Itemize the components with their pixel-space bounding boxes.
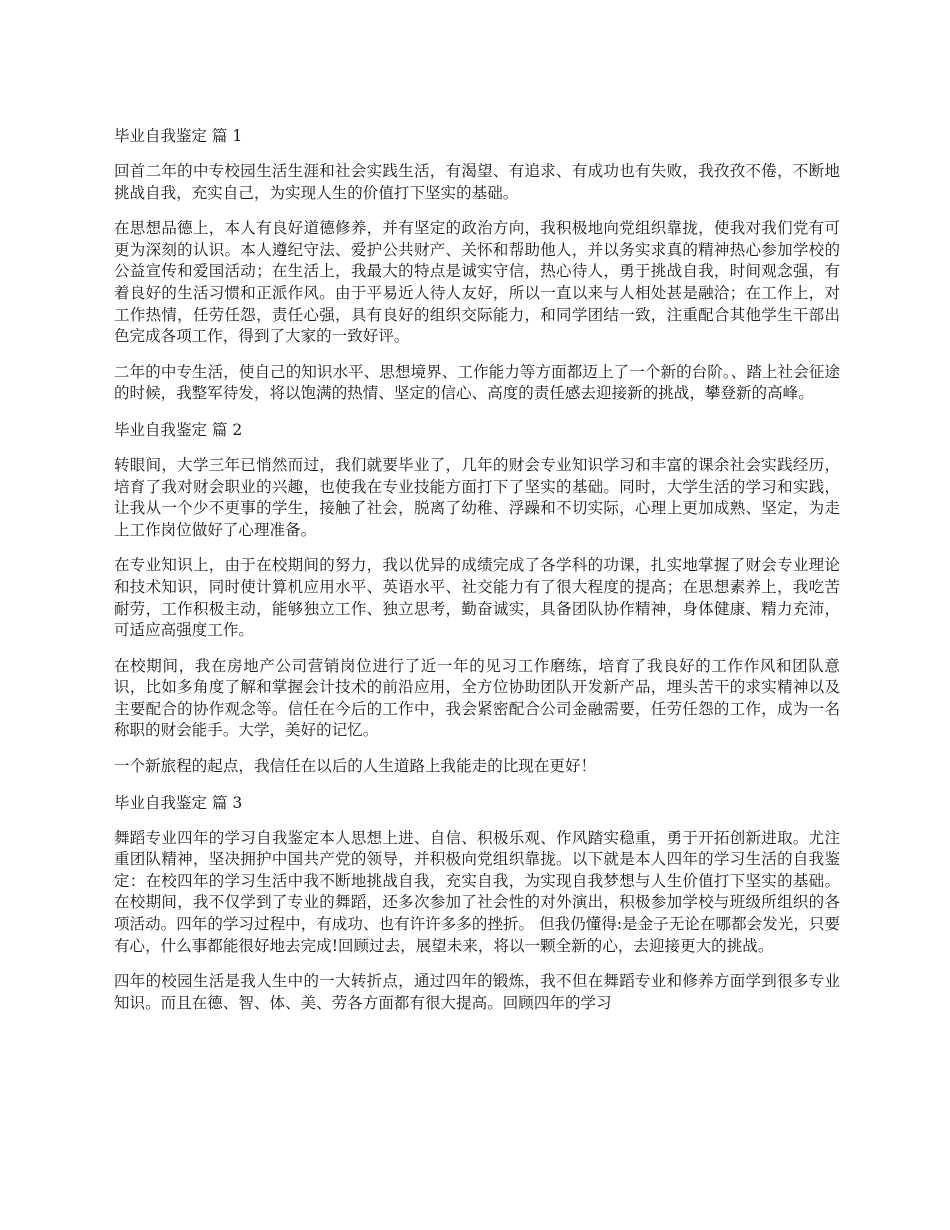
section-1 [114, 125, 840, 405]
paragraph: 舞蹈专业四年的学习自我鉴定本人思想上进、自信、积极乐观、作风踏实稳重，勇于开拓创新进取。尤注重团队精神，坚决拥护中国共产党的领导，并积极向党组织靠拢。以下就是本人四年的学习生活的自我鉴定：在校四年的学习生活中我不断地挑战自我，充实自我，为实现自我梦想与人生价值打下坚实的基础。在校期间，我不仅学到了专业的舞蹈，还多次参加了社会性的对外演出，积极参加学校与班级所组织的各项活动。四年的学习过程中，有成功、也有许许多多的挫折。 但我仍懂得:是金子无论在哪都会发光，只要有心，什么事都能很好地去完成!回顾过去，展望未来，将以一颗全新的心，去迎接更大的挑战。 [114, 828, 840, 955]
document-page [114, 125, 840, 1028]
paragraph: 回首二年的中专校园生活生涯和社会实践生活，有渴望、有追求、有成功也有失败，我孜孜不倦，不断地挑战自我，充实自己，为实现人生的价值打下坚实的基础。 [114, 162, 840, 202]
paragraph: 在校期间，我在房地产公司营销岗位进行了近一年的见习工作磨练，培育了我良好的工作作风和团队意识，比如多角度了解和掌握会计技术的前沿应用，全方位协助团队开发新产品，埋头苦干的求实精神以及主要配合的协作观念等。信任在今后的工作中，我会紧密配合公司金融需要，任劳任怨的工作，成为一名称职的财会能手。大学，美好的记忆。 [114, 656, 840, 740]
section-3 [114, 792, 840, 1015]
section-heading: 毕业自我鉴定 篇 3 [114, 793, 243, 812]
paragraph: 在思想品德上，本人有良好道德修养，并有坚定的政治方向，我积极地向党组织靠拢，使我对我们党有可更为深刻的认识。本人遵纪守法、爱护公共财产、关怀和帮助他人，并以务实求真的精神热心参加学校的公益宣传和爱国活动；在生活上，我最大的特点是诚实守信，热心待人，勇于挑战自我，时间观念强，有着良好的生活习惯和正派作风。由于平易近人待人友好，所以一直以来与人相处甚是融洽；在工作上，对工作热情，任劳任怨，责任心强，具有良好的组织交际能力，和同学团结一致，注重配合其他学生干部出色完成各项工作，得到了大家的一致好评。 [114, 219, 840, 346]
paragraph: 四年的校园生活是我人生中的一大转折点，通过四年的锻炼，我不但在舞蹈专业和修养方面学到很多专业知识。而且在德、智、体、美、劳各方面都有很大提高。回顾四年的学习 [114, 972, 840, 1012]
section-2 [114, 419, 840, 778]
paragraph: 转眼间，大学三年已悄然而过，我们就要毕业了，几年的财会专业知识学习和丰富的课余社会实践经历，培育了我对财会职业的兴趣，也使我在专业技能方面打下了坚实的基础。同时，大学生活的学习和实践，让我从一个少不更事的学生，接触了社会，脱离了幼稚、浮躁和不切实际，心理上更加成熟、坚定，为走上工作岗位做好了心理准备。 [114, 455, 840, 539]
paragraph: 在专业知识上，由于在校期间的努力，我以优异的成绩完成了各学科的功课，扎实地掌握了财会专业理论和技术知识，同时使计算机应用水平、英语水平、社交能力有了很大程度的提高；在思想素养上，我吃苦耐劳，工作积极主动，能够独立工作、独立思考，勤奋诚实，具备团队协作精神，身体健康、精力充沛，可适应高强度工作。 [114, 556, 840, 640]
section-heading: 毕业自我鉴定 篇 2 [114, 420, 243, 439]
paragraph: 二年的中专生活，使自己的知识水平、思想境界、工作能力等方面都迈上了一个新的台阶。、踏上社会征途的时候，我整军待发，将以饱满的热情、坚定的信心、高度的责任感去迎接新的挑战，攀登新的高峰。 [114, 362, 840, 403]
paragraph: 一个新旅程的起点，我信任在以后的人生道路上我能走的比现在更好！ [114, 757, 597, 776]
section-heading: 毕业自我鉴定 篇 1 [114, 127, 243, 145]
